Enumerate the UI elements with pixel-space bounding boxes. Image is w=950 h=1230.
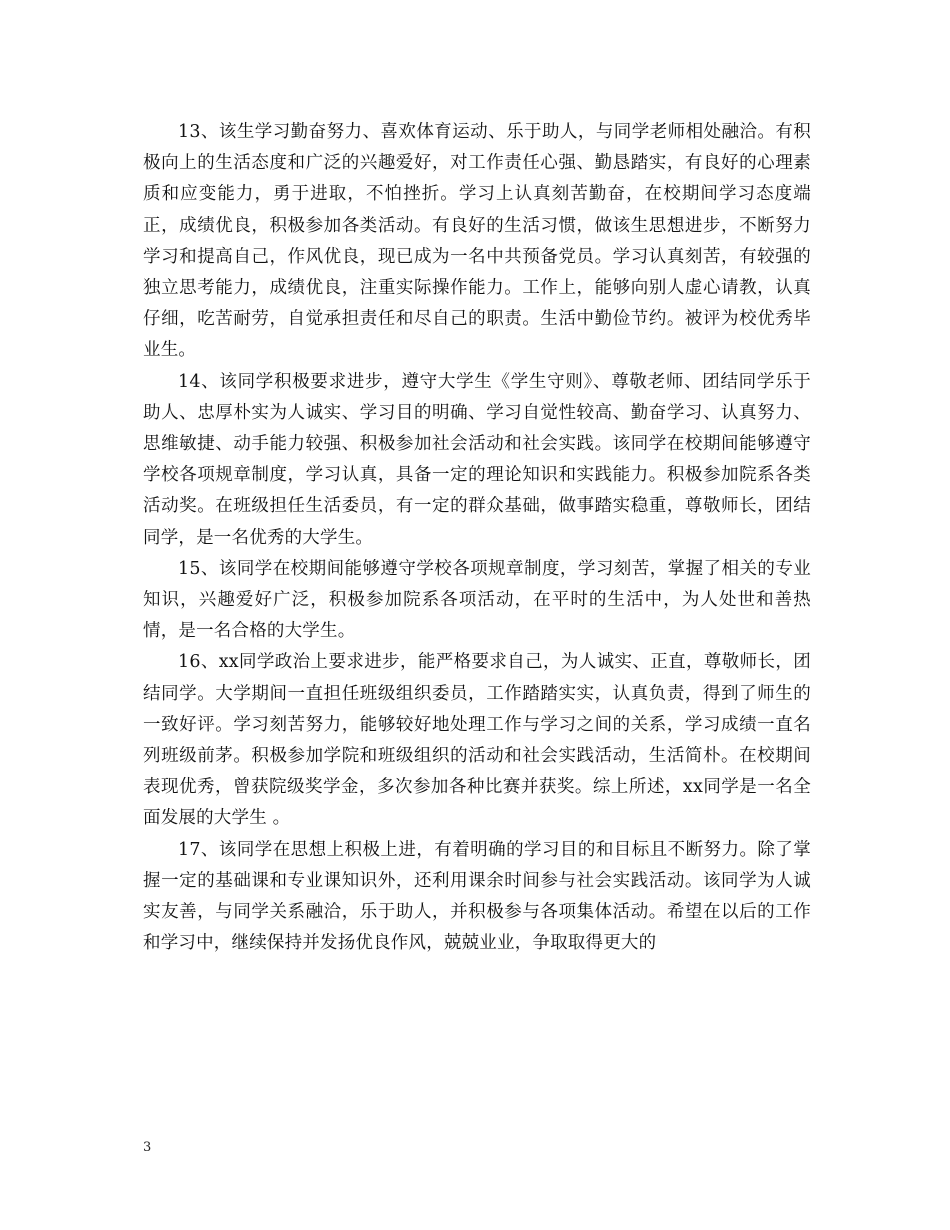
paragraph-16: 16、xx同学政治上要求进步，能严格要求自己，为人诚实、正直，尊敬师长，团结同学。大学期间一直担任班级组织委员，工作踏踏实实，认真负责，得到了师生的一致好评。学习刻苦努力，能够较好地处理工作与学习之间的关系，学习成绩一直名列班级前茅。积极参加学院和班级组织的活动和社会实践活动，生活简朴。在校期间表现优秀，曾获院级奖学金，多次参加各种比赛并获奖。综上所述，xx同学是一名全面发展的大学生 。: [143, 652, 811, 829]
paragraph-15: 15、该同学在校期间能够遵守学校各项规章制度，学习刻苦，掌握了相关的专业知识，兴趣爱好广泛，积极参加院系各项活动，在平时的生活中，为人处世和善热情，是一名合格的大学生。: [143, 558, 811, 642]
paragraph-13: 13、该生学习勤奋努力、喜欢体育运动、乐于助人，与同学老师相处融洽。有积极向上的生活态度和广泛的兴趣爱好，对工作责任心强、勤恳踏实，有良好的心理素质和应变能力，勇于进取，不怕挫折。学习上认真刻苦勤奋，在校期间学习态度端正，成绩优良，积极参加各类活动。有良好的生活习惯，做该生思想进步，不断努力学习和提高自己，作风优良，现已成为一名中共预备党员。学习认真刻苦，有较强的独立思考能力，成绩优良，注重实际操作能力。工作上，能够向别人虚心请教，认真仔细，吃苦耐劳，自觉承担责任和尽自己的职责。生活中勤俭节约。被评为校优秀毕业生。: [143, 122, 811, 361]
page-number: 3: [143, 1140, 152, 1155]
paragraph-17: 17、该同学在思想上积极上进，有着明确的学习目的和目标且不断努力。除了掌握一定的基础课和专业课知识外，还利用课余时间参与社会实践活动。该同学为人诚实友善，与同学关系融洽，乐于助人，并积极参与各项集体活动。希望在以后的工作和学习中，继续保持并发扬优良作风，兢兢业业，争取取得更大的: [143, 839, 811, 954]
document-body: [143, 117, 811, 959]
paragraph-14: 14、该同学积极要求进步，遵守大学生《学生守则》、尊敬老师、团结同学乐于助人、忠厚朴实为人诚实、学习目的明确、学习自觉性较高、勤奋学习、认真努力、思维敏捷、动手能力较强、积极参加社会活动和社会实践。该同学在校期间能够遵守学校各项规章制度，学习认真，具备一定的理论知识和实践能力。积极参加院系各类活动奖。在班级担任生活委员，有一定的群众基础，做事踏实稳重，尊敬师长，团结同学，是一名优秀的大学生。: [143, 371, 811, 548]
